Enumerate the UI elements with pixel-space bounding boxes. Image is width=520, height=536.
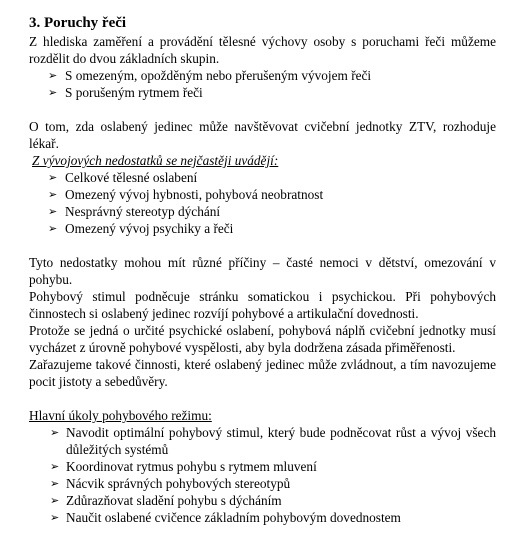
document-page (29, 14, 496, 526)
arrow-bullet-icon: ➢ (50, 494, 60, 507)
attendance-paragraph: O tom, zda oslabený jedinec může navštěvovat cvičební jednotky ZTV, rozhoduje lékař. (29, 119, 496, 151)
spacer (29, 390, 496, 407)
list-item-text: S porušeným rytmem řeči (65, 85, 203, 100)
section-title: 3. Poruchy řeči (29, 15, 127, 31)
list-item-text: Omezený vývoj psychiky a řeči (65, 221, 234, 236)
tasks-heading: Hlavní úkoly pohybového režimu: (29, 408, 212, 423)
list-item-text: Koordinovat rytmus pohybu s rytmem mluvení (66, 459, 317, 474)
list-item-text: Nácvik správných pohybových stereotypů (66, 476, 291, 491)
arrow-bullet-icon: ➢ (48, 69, 58, 82)
list-item-text: Navodit optimální pohybový stimul, který bude podněcovat růst a vývoj všech důležitých systémů (66, 425, 496, 457)
stimulus-paragraph: Pohybový stimul podněcuje stránku somatickou i psychickou. Při pohybových činnostech si oslabený jedinec rozvíjí pohybové a artikulační dovednosti. (29, 289, 496, 321)
arrow-bullet-icon: ➢ (50, 460, 60, 473)
list-item (48, 84, 496, 101)
list-item-text: Nesprávný stereotyp dýchání (65, 204, 221, 219)
list-item (50, 509, 496, 526)
list-item (50, 458, 496, 475)
deficits-heading: Z vývojových nedostatků se nejčastěji uvádějí: (32, 153, 279, 168)
arrow-bullet-icon: ➢ (48, 188, 58, 201)
list-item (50, 475, 496, 492)
groups-list (29, 67, 496, 101)
list-item (48, 220, 496, 237)
intro-paragraph: Z hlediska zaměření a provádění tělesné výchovy osoby s poruchami řeči můžeme rozdělit do dvou základních skupin. (29, 34, 496, 66)
deficits-list (29, 169, 496, 237)
arrow-bullet-icon: ➢ (50, 426, 60, 439)
causes-paragraph: Tyto nedostatky mohou mít různé příčiny – časté nemoci v dětství, omezování v pohybu. (29, 255, 496, 287)
activities-paragraph: Zařazujeme takové činnosti, které oslabený jedinec může zvládnout, a tím navozujeme pocit jistoty a sebedůvěry. (29, 357, 496, 389)
list-item (50, 424, 496, 458)
list-item-text: S omezeným, opožděným nebo přerušeným vývojem řeči (65, 68, 372, 83)
list-item (48, 203, 496, 220)
arrow-bullet-icon: ➢ (48, 86, 58, 99)
list-item-text: Zdůrazňovat sladění pohybu s dýcháním (66, 493, 282, 508)
list-item-text: Naučit oslabené cvičence základním pohybovým dovednostem (66, 510, 401, 525)
list-item-text: Celkové tělesné oslabení (65, 170, 198, 185)
arrow-bullet-icon: ➢ (50, 477, 60, 490)
arrow-bullet-icon: ➢ (50, 511, 60, 524)
list-item (48, 67, 496, 84)
adequacy-paragraph: Protože se jedná o určité psychické oslabení, pohybová náplň cvičební jednotky musí vycházet z úrovně pohybové vyspělosti, aby byla dodržena zásada přiměřenosti. (29, 323, 496, 355)
list-item (50, 492, 496, 509)
list-item (48, 186, 496, 203)
list-item-text: Omezený vývoj hybnosti, pohybová neobratnost (65, 187, 324, 202)
spacer (29, 101, 496, 118)
arrow-bullet-icon: ➢ (48, 205, 58, 218)
arrow-bullet-icon: ➢ (48, 171, 58, 184)
spacer (29, 237, 496, 254)
arrow-bullet-icon: ➢ (48, 222, 58, 235)
tasks-list (29, 424, 496, 526)
list-item (48, 169, 496, 186)
